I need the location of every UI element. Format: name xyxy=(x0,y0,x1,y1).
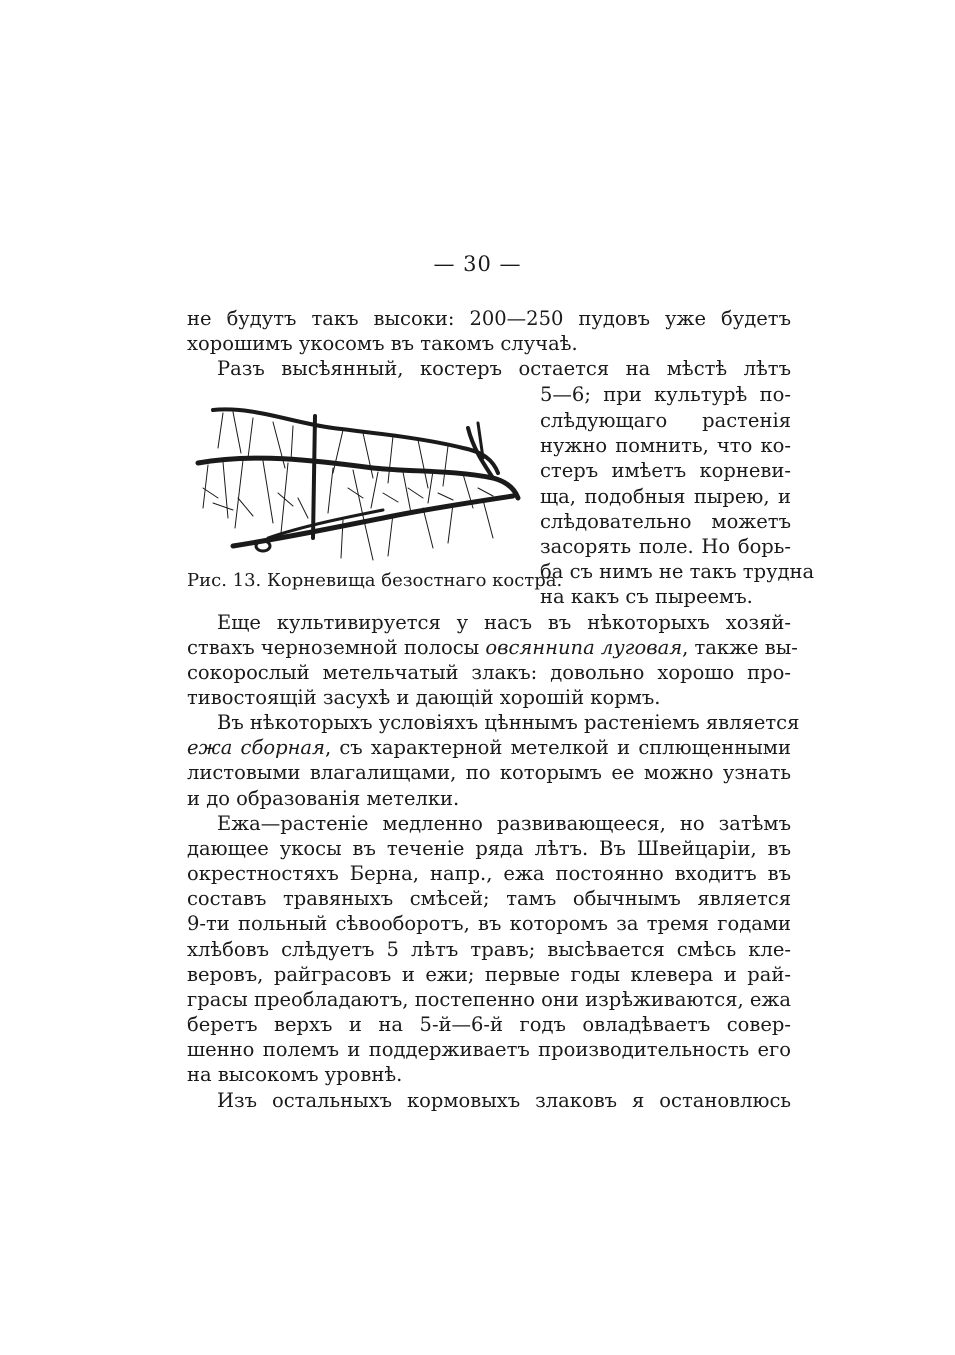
wrap-line: слѣдовательно можетъ xyxy=(540,510,791,533)
wrap-line: 5—6; при культурѣ по- xyxy=(540,383,791,406)
text-run: ствахъ черноземной полосы xyxy=(187,636,486,659)
wrap-line: стеръ имѣетъ корневи- xyxy=(540,459,791,482)
text-run: , съ характерной метелкой и сплющенными xyxy=(324,736,791,759)
text-line: не будутъ такъ высоки: 200—250 пудовъ уже будетъ xyxy=(187,307,791,330)
rhizome-illustration-icon xyxy=(193,398,526,568)
text-line: составъ травяныхъ смѣсей; тамъ обычнымъ является xyxy=(187,887,791,910)
wrap-line: на какъ съ пыреемъ. xyxy=(540,585,753,608)
text-line: листовыми влагалищами, по которымъ ее можно узнать xyxy=(187,761,791,784)
text-line: Ежа—растеніе медленно развивающееся, но затѣмъ xyxy=(217,812,791,835)
text-line: сокорослый метельчатый злакъ: довольно хорошо про- xyxy=(187,661,791,684)
species-name: овсяннипа луговая xyxy=(485,636,683,659)
figure-caption: Рис. 13. Корневища безостнаго костра. xyxy=(187,570,563,591)
text-line: Въ нѣкоторыхъ условіяхъ цѣннымъ растеніемъ является xyxy=(217,711,800,734)
wrap-line: ща, подобныя пырею, и xyxy=(540,485,791,508)
text-run: , также вы- xyxy=(682,636,798,659)
text-line: тивостоящій засухѣ и дающій хорошій кормъ. xyxy=(187,686,661,709)
text-line: шенно полемъ и поддерживаетъ производительность его xyxy=(187,1038,791,1061)
text-line: окрестностяхъ Берна, напр., ежа постоянно входитъ въ xyxy=(187,862,791,885)
wrap-line: засорять поле. Но борь- xyxy=(540,535,791,558)
text-line: и до образованія метелки. xyxy=(187,787,460,810)
text-line: Еще культивируется у насъ въ нѣкоторыхъ хозяй- xyxy=(217,611,791,634)
text-line: грасы преобладаютъ, постепенно они изрѣживаются, ежа xyxy=(187,988,791,1011)
text-line: веровъ, райграсовъ и ежи; первые годы клевера и рай- xyxy=(187,963,791,986)
text-line: беретъ верхъ и на 5-й—6-й годъ овладѣваетъ совер- xyxy=(187,1013,791,1036)
wrap-line: ба съ нимъ не такъ трудна xyxy=(540,560,815,583)
page-number: — 30 — xyxy=(433,252,522,276)
wrap-line: слѣдующаго растенія xyxy=(540,409,791,432)
text-line: Изъ остальныхъ кормовыхъ злаковъ я остановлюсь xyxy=(217,1089,791,1112)
text-line: хлѣбовъ слѣдуетъ 5 лѣтъ травъ; высѣвается смѣсь кле- xyxy=(187,938,791,961)
species-name: ежа сборная xyxy=(187,736,325,759)
text-line: на высокомъ уровнѣ. xyxy=(187,1063,403,1086)
wrap-line: нужно помнить, что ко- xyxy=(540,434,791,457)
text-line: Разъ высѣянный, костеръ остается на мѣстѣ лѣтъ xyxy=(217,357,791,380)
text-line: дающее укосы въ теченіе ряда лѣтъ. Въ Швейцаріи, въ xyxy=(187,837,791,860)
text-line xyxy=(187,735,791,761)
text-line xyxy=(187,635,798,661)
text-line: 9-ти польный сѣвооборотъ, въ которомъ за тремя годами xyxy=(187,912,791,935)
text-line: хорошимъ укосомъ въ такомъ случаѣ. xyxy=(187,332,578,355)
